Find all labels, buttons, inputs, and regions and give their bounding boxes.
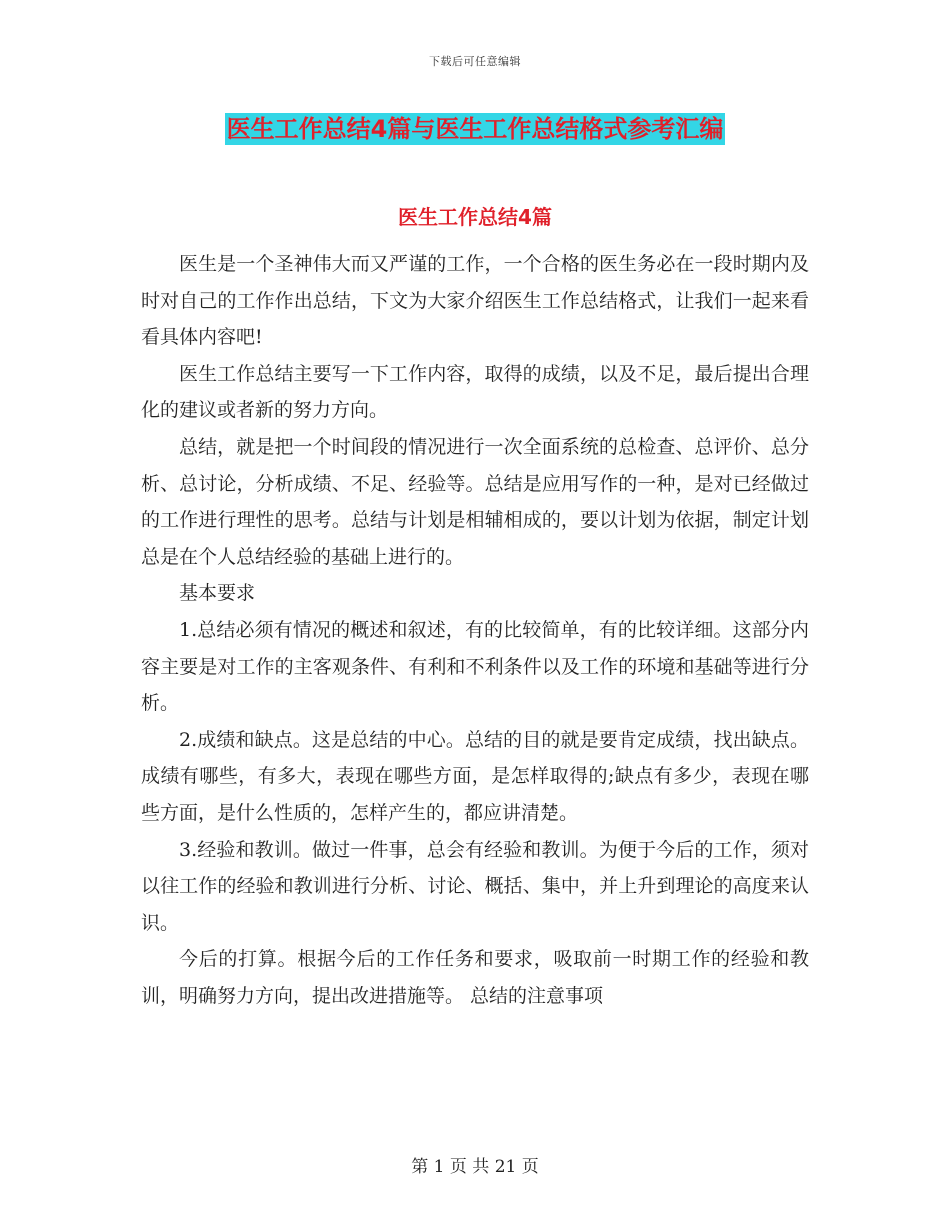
body-paragraph: 3.经验和教训。做过一件事，总会有经验和教训。为便于今后的工作，须对以往工作的经验和教训进行分析、讨论、概括、集中，并上升到理论的高度来认识。 bbox=[141, 838, 809, 934]
section-title: 医生工作总结4篇 bbox=[398, 205, 552, 229]
document-title-container bbox=[0, 113, 950, 145]
body-paragraph: 总结，就是把一个时间段的情况进行一次全面系统的总检查、总评价、总分析、总讨论，分析成绩、不足、经验等。总结是应用写作的一种，是对已经做过的工作进行理性的思考。总结与计划是相辅相成的，要以计划为依据，制定计划总是在个人总结经验的基础上进行的。 bbox=[141, 435, 809, 568]
body-subheading: 基本要求 bbox=[179, 582, 256, 605]
page-footer: 第 1 页 共 21 页 bbox=[411, 1157, 539, 1177]
body-paragraph: 医生是一个圣神伟大而又严谨的工作，一个合格的医生务必在一段时期内及时对自己的工作作出总结，下文为大家介绍医生工作总结格式，让我们一起来看看具体内容吧! bbox=[141, 253, 809, 349]
body-paragraph: 今后的打算。根据今后的工作任务和要求，吸取前一时期工作的经验和教训，明确努力方向，提出改进措施等。 总结的注意事项 bbox=[141, 948, 809, 1007]
document-body bbox=[141, 246, 809, 1014]
body-paragraph: 1.总结必须有情况的概述和叙述，有的比较简单，有的比较详细。这部分内容主要是对工作的主客观条件、有利和不利条件以及工作的环境和基础等进行分析。 bbox=[141, 618, 809, 715]
header-note: 下载后可任意编辑 bbox=[429, 55, 521, 68]
body-paragraph: 2.成绩和缺点。这是总结的中心。总结的目的就是要肯定成绩，找出缺点。成绩有哪些，有多大，表现在哪些方面，是怎样取得的;缺点有多少，表现在哪些方面，是什么性质的，怎样产生的，都应讲清楚。 bbox=[141, 728, 809, 824]
document-title: 医生工作总结4篇与医生工作总结格式参考汇编 bbox=[226, 115, 724, 143]
body-paragraph: 医生工作总结主要写一下工作内容，取得的成绩，以及不足，最后提出合理化的建议或者新的努力方向。 bbox=[141, 362, 809, 422]
